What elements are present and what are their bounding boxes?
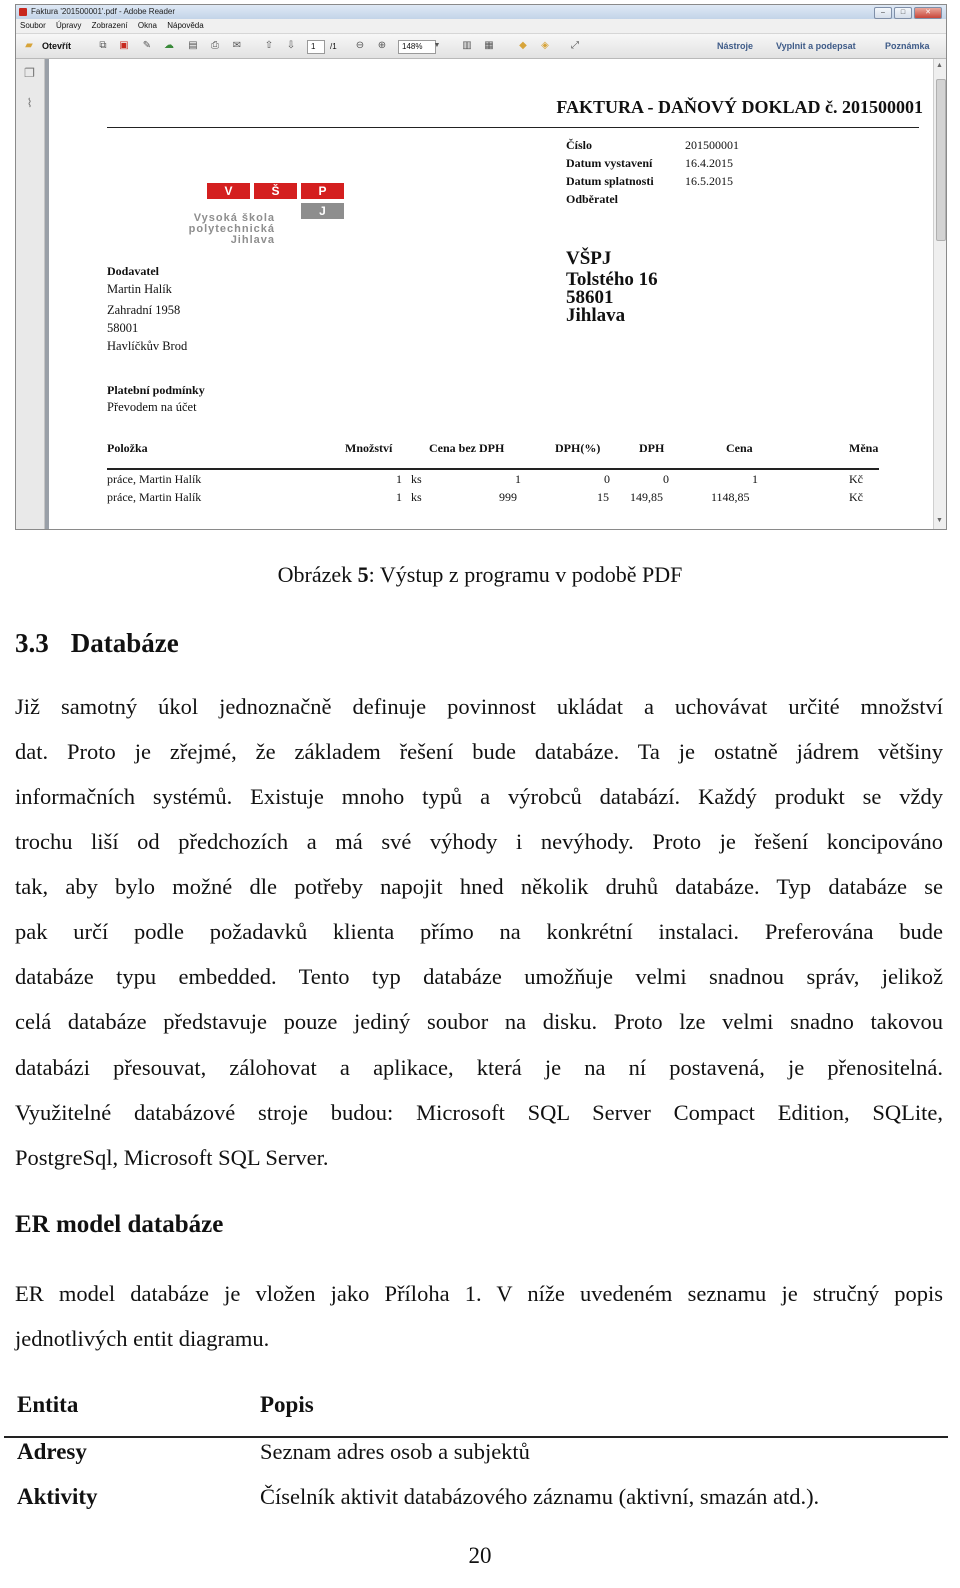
cell-vat: 149,85 [630, 490, 663, 504]
cell-price: 999 [499, 490, 517, 504]
section-number: 3.3 [15, 628, 49, 658]
navigation-pane [16, 59, 45, 529]
cell-vat-pct: 0 [604, 472, 610, 486]
paragraph-line: trochu liší od předchozích a má své výhody i nevýhody. Proto je řešení koncipováno [15, 829, 943, 854]
pdf-export-icon[interactable]: ▣ [119, 40, 129, 51]
meta-value: 16.5.2015 [685, 174, 733, 188]
table-header-description: Popis [260, 1392, 314, 1417]
subsection-heading: ER model databáze [15, 1211, 224, 1238]
supplier-line: Havlíčkův Brod [107, 339, 188, 353]
fill-sign-link[interactable]: Vyplnit a podepsat [776, 41, 856, 51]
chevron-down-icon[interactable]: ▼ [433, 42, 441, 49]
cell-item: práce, Martin Halík [107, 490, 202, 504]
next-page-icon[interactable]: ⇩ [286, 40, 296, 51]
col-header: Položka [107, 441, 148, 455]
paragraph-line: databázi přesouvat, zálohovat a aplikace, která je na ní postavená, je přenositelná. [15, 1055, 943, 1080]
cell-vat-pct: 15 [597, 490, 609, 504]
fit-width-icon[interactable]: ▦ [484, 40, 494, 51]
divider [107, 127, 919, 128]
meta-value: 201500001 [685, 138, 739, 152]
title-bar [16, 5, 946, 19]
attachment-icon[interactable]: ⌇ [26, 96, 33, 110]
paragraph-line: Využitelné databázové stroje budou: Microsoft SQL Server Compact Edition, SQLite, [15, 1100, 943, 1125]
window-title: Faktura '201500001'.pdf - Adobe Reader [31, 7, 176, 16]
create-pdf-icon[interactable]: ⧉ [99, 40, 107, 51]
cloud-icon[interactable]: ☁ [164, 40, 174, 51]
toolbar [16, 34, 946, 59]
pages-icon[interactable]: ❐ [24, 66, 35, 80]
vertical-scrollbar[interactable] [933, 59, 947, 529]
zoom-input[interactable]: 148% [398, 40, 436, 54]
print-icon[interactable]: ⎙ [211, 40, 219, 51]
supplier-line: Zahradní 1958 [107, 303, 181, 317]
folder-icon[interactable]: ▰ [25, 40, 33, 51]
cell-vat: 0 [663, 472, 669, 486]
meta-label: Datum vystavení [566, 156, 653, 170]
supplier-title: Dodavatel [107, 264, 159, 278]
menu-bar [16, 19, 946, 34]
cell-total: 1 [752, 472, 758, 486]
cell-qty: 1 [396, 490, 402, 504]
customer-line: Tolstého 16 [566, 269, 658, 290]
scroll-up-icon[interactable]: ▲ [936, 62, 943, 69]
table-header-entity: Entita [17, 1392, 79, 1417]
cell-unit: ks [411, 490, 422, 504]
section-heading [15, 628, 179, 659]
paragraph-line: celá databáze představuje pouze jediný soubor na disku. Proto lze velmi snadno takovou [15, 1009, 943, 1034]
menu-edit[interactable]: Úpravy [56, 21, 82, 30]
tools-link[interactable]: Nástroje [717, 41, 754, 51]
cell-total: 1148,85 [711, 490, 750, 504]
caption-text: : Výstup z programu v podobě PDF [368, 562, 683, 587]
divider [107, 468, 879, 470]
prev-page-icon[interactable]: ⇧ [264, 40, 274, 51]
meta-value: 16.4.2015 [685, 156, 733, 170]
logo-text: Vysoká škola [193, 212, 275, 224]
logo-letter: P [301, 183, 344, 199]
customer-line: 58601 [566, 287, 614, 308]
supplier-line: 58001 [107, 321, 139, 335]
pdf-icon [19, 8, 27, 16]
paragraph-line: tak, aby bylo možné dle potřeby napojit hned několik druhů databáze. Typ databáze se [15, 874, 943, 899]
scroll-thumb[interactable] [936, 79, 946, 241]
edit-icon[interactable]: ✎ [142, 40, 152, 51]
page-number-input[interactable]: 1 [307, 40, 325, 54]
table-row-description: Seznam adres osob a subjektů [260, 1439, 530, 1464]
highlight-icon[interactable]: ◈ [541, 40, 549, 51]
col-header: DPH [639, 441, 665, 455]
email-icon[interactable]: ✉ [232, 40, 242, 51]
meta-label: Odběratel [566, 192, 618, 206]
minimize-icon[interactable]: – [874, 7, 892, 19]
paragraph-line: PostgreSql, Microsoft SQL Server. [15, 1145, 329, 1170]
cell-qty: 1 [396, 472, 402, 486]
maximize-icon[interactable]: □ [894, 7, 912, 19]
payment-value: Převodem na účet [107, 400, 197, 414]
table-row-entity: Aktivity [17, 1484, 98, 1509]
cell-item: práce, Martin Halík [107, 472, 202, 486]
table-row-description: Číselník aktivit databázového záznamu (aktivní, smazán atd.). [260, 1484, 820, 1509]
paragraph-line: informačních systémů. Existuje mnoho typů a výrobců databází. Každý produkt se vždy [15, 784, 943, 809]
logo-letter: Š [254, 183, 297, 199]
document-viewer [45, 59, 933, 529]
customer-line: Jihlava [566, 305, 626, 326]
scroll-down-icon[interactable]: ▼ [936, 517, 943, 524]
paragraph-line: databáze typu embedded. Tento typ databáze umožňuje velmi snadnou správ, jelikož [15, 964, 943, 989]
meta-label: Datum splatnosti [566, 174, 654, 188]
invoice-title: FAKTURA - DAŇOVÝ DOKLAD č. 201500001 [556, 97, 923, 117]
page-total: /1 [330, 42, 337, 51]
logo-letter: V [207, 183, 250, 199]
col-header: Měna [849, 441, 879, 455]
save-icon[interactable]: ▤ [188, 40, 198, 51]
zoom-in-icon[interactable]: ⊕ [377, 40, 387, 51]
cell-unit: ks [411, 472, 422, 486]
table-row-entity: Adresy [17, 1439, 87, 1464]
paragraph-line: ER model databáze je vložen jako Příloha 1. V níže uvedeném seznamu je stručný popis [15, 1281, 943, 1306]
menu-view[interactable]: Zobrazení [91, 21, 128, 30]
cell-price: 1 [515, 472, 521, 486]
cell-currency: Kč [849, 472, 863, 486]
invoice-page [49, 59, 933, 529]
zoom-out-icon[interactable]: ⊖ [355, 40, 365, 51]
expand-icon[interactable]: ⤢ [571, 40, 579, 51]
reader-screenshot [15, 4, 947, 530]
close-icon[interactable]: ✕ [914, 7, 942, 19]
meta-label: Číslo [566, 138, 593, 152]
customer-line: VŠPJ [566, 248, 612, 269]
page-number: 20 [468, 1543, 492, 1568]
section-title: Databáze [70, 628, 179, 658]
caption-number: 5 [357, 562, 369, 587]
paragraph-line: Již samotný úkol jednoznačně definuje povinnost ukládat a uchovávat určité množství [15, 694, 943, 719]
comment-link[interactable]: Poznámka [885, 41, 930, 51]
col-header: Cena bez DPH [429, 441, 505, 455]
menu-help[interactable]: Nápověda [167, 21, 204, 30]
supplier-line: Martin Halík [107, 282, 172, 296]
figure-caption [0, 562, 960, 588]
cell-currency: Kč [849, 490, 863, 504]
menu-window[interactable]: Okna [137, 21, 157, 30]
paragraph-line: jednotlivých entit diagramu. [15, 1326, 270, 1351]
table-divider [4, 1436, 948, 1438]
logo-text: polytechnická [188, 223, 275, 235]
col-header: Cena [726, 441, 753, 455]
payment-title: Platební podmínky [107, 383, 205, 397]
comment-icon[interactable]: ◆ [519, 40, 527, 51]
menu-file[interactable]: Soubor [20, 21, 46, 30]
school-logo [109, 183, 349, 273]
open-button[interactable]: Otevřít [42, 41, 72, 51]
paragraph-line: dat. Proto je zřejmé, že základem řešení bude databáze. Ta je ostatně jádrem většiny [15, 739, 943, 764]
col-header: DPH(%) [555, 441, 601, 455]
caption-prefix: Obrázek [277, 562, 358, 587]
col-header: Množství [345, 441, 393, 455]
logo-letter: J [301, 203, 344, 219]
logo-text: Jihlava [230, 234, 275, 246]
fit-page-icon[interactable]: ▥ [462, 40, 472, 51]
paragraph-line: pak určí podle požadavků klienta přímo na konkrétní instalaci. Preferována bude [15, 919, 943, 944]
